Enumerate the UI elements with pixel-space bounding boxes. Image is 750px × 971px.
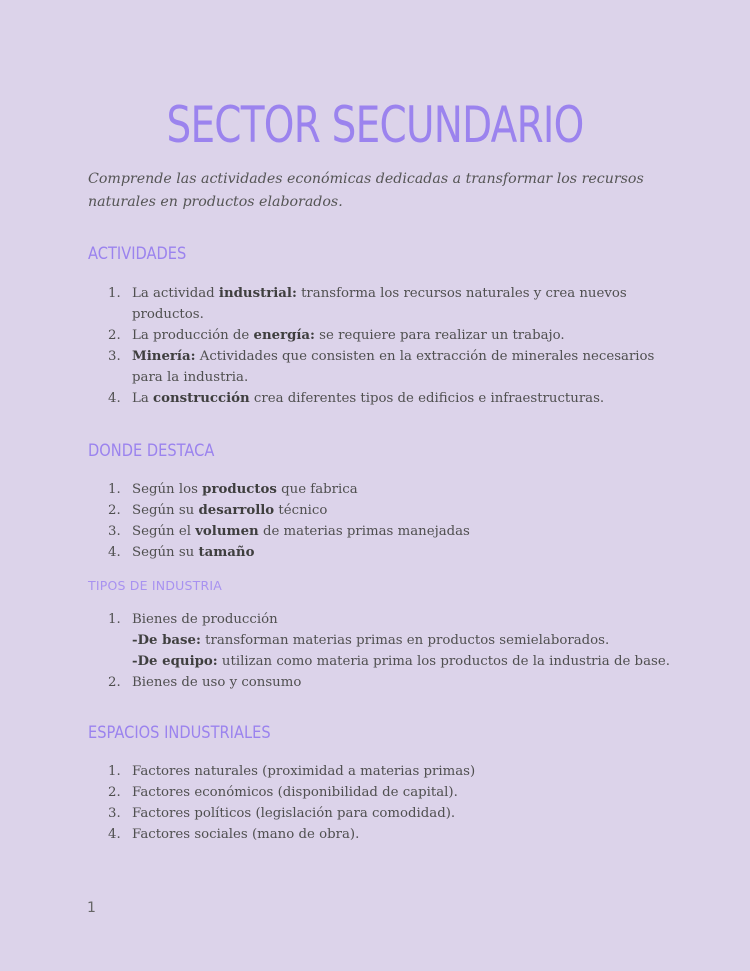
list-actividades [88, 283, 678, 409]
heading-actividades: ACTIVIDADES [88, 244, 187, 264]
list-tipos-industria [88, 609, 678, 693]
list-item: 3. Factores políticos (legislación para comodidad). [108, 806, 456, 821]
list-item: 1. La actividad industrial: transforma los recursos naturales y crea nuevos productos. [108, 286, 627, 322]
list-item: 4. La construcción crea diferentes tipos de edificios e infraestructuras. [108, 391, 605, 406]
list-espacios-industriales [88, 761, 678, 845]
heading-tipos-industria: TIPOS DE INDUSTRIA [88, 578, 223, 593]
list-donde-destaca [88, 479, 678, 563]
list-item: 3. Minería: Actividades que consisten en la extracción de minerales necesarios para la industria. [108, 349, 655, 385]
list-item: 4. Según su tamaño [108, 545, 255, 560]
subtitle: Comprende las actividades económicas dedicadas a transformar los recursos naturales en productos elaborados. [88, 171, 644, 210]
list-item: 3. Según el volumen de materias primas manejadas [108, 524, 470, 539]
list-item: 2. Según su desarrollo técnico [108, 503, 328, 518]
heading-donde-destaca: DONDE DESTACA [88, 441, 215, 461]
list-item: 2. Factores económicos (disponibilidad de capital). [108, 785, 458, 800]
page-number: 1 [87, 900, 96, 916]
list-item: 1. Según los productos que fabrica [108, 482, 358, 497]
heading-espacios-industriales: ESPACIOS INDUSTRIALES [88, 723, 271, 743]
list-item: 2. Bienes de uso y consumo [108, 675, 302, 690]
list-item: 2. La producción de energía: se requiere para realizar un trabajo. [108, 328, 565, 343]
list-item: 1. Bienes de producción -De base: transforman materias primas en productos semielaborados. -De equipo: utilizan como materia prima los productos de la industria de base. [108, 612, 670, 669]
page-title: SECTOR SECUNDARIO [166, 96, 584, 154]
list-item: 1. Factores naturales (proximidad a materias primas) [108, 764, 476, 779]
list-item: 4. Factores sociales (mano de obra). [108, 827, 360, 842]
